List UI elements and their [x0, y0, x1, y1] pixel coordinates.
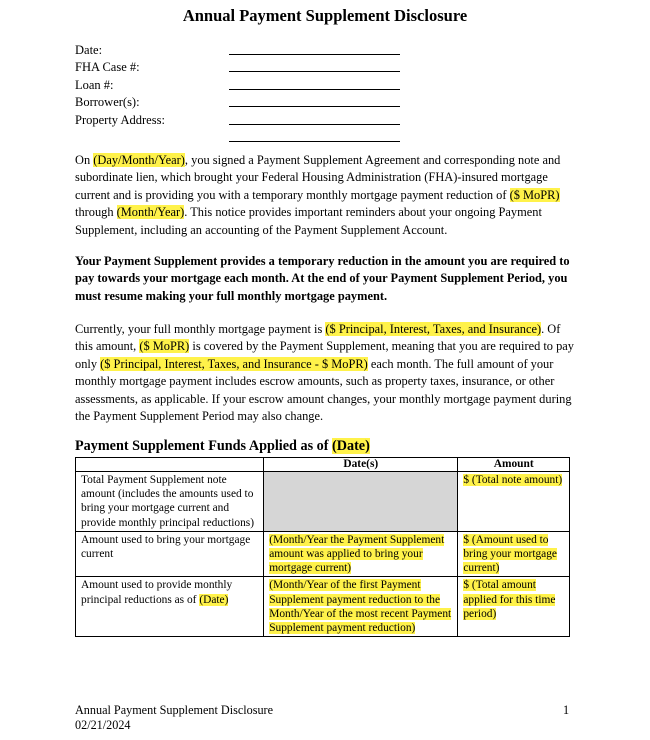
text-run: each month. The full amount of your monthly mortgage payment includes escrow amounts, such as property taxes, insurance, or other assessments, as applicable. If your escrow amount changes, your monthly mortgage payment during the Payment Supplement Period may also change.: [75, 356, 572, 424]
footer: [75, 703, 273, 733]
table-cell-description: [76, 531, 264, 577]
field-property-address-continued: [75, 129, 415, 146]
field-borrowers: [75, 94, 415, 111]
field-label: Borrower(s):: [75, 95, 140, 110]
header-fields: [75, 42, 415, 146]
highlight-placeholder: ($ MoPR): [139, 339, 190, 354]
table-row: [76, 472, 570, 532]
field-label: FHA Case #:: [75, 60, 140, 75]
text-run: , you signed a Payment Supplement Agreement and corresponding note and subordinate lien, which brought your Federal Housing Administration (FHA)-insured mortgage current and is providing you with a temporary monthly mortgage payment reduction of: [75, 153, 561, 202]
field-blank-line: [229, 89, 400, 90]
field-loan: [75, 77, 415, 94]
highlight-placeholder: (Day/Month/Year): [93, 153, 185, 167]
highlight-placeholder: (Month/Year of the first Payment Supplement payment reduction to the Month/Year of the most recent Payment Supplement payment reduction): [269, 579, 452, 635]
table-header-cell: [76, 458, 264, 472]
footer-title: Annual Payment Supplement Disclosure: [75, 703, 274, 717]
highlight-placeholder: (Date): [199, 593, 229, 606]
table-cell-amount: [458, 577, 570, 637]
table-cell-date-shaded: [264, 472, 458, 532]
table-row: [76, 531, 570, 577]
payment-paragraph: [75, 321, 575, 425]
cell-text: Total Payment Supplement note amount (includes the amounts used to bring your mortgage current and provide monthly principal reductions): [81, 474, 255, 529]
field-blank-line: [229, 54, 400, 55]
table-header-cell: Date(s): [264, 458, 458, 472]
table-header-cell: Amount: [458, 458, 570, 472]
text-run: is covered by the Payment Supplement, meaning that you are required to pay only: [75, 339, 574, 371]
field-label: Loan #:: [75, 77, 114, 92]
table-cell-description: [76, 472, 264, 532]
cell-text: Amount used to bring your mortgage current: [81, 533, 251, 561]
text-run: through: [75, 205, 117, 220]
field-fha-case: [75, 59, 415, 76]
table-cell-amount: [458, 531, 570, 577]
table-cell-description: [76, 577, 264, 637]
table-cell-date: [264, 531, 458, 577]
bold-notice-paragraph: Your Payment Supplement provides a temporary reduction in the amount you are required to pay towards your mortgage each month. At the end of your Payment Supplement Period, you must resume making your full monthly mortgage payment.: [75, 254, 570, 303]
table-cell-date: [264, 577, 458, 637]
table-header-row: [76, 458, 570, 472]
text-run: Currently, your full monthly mortgage payment is: [75, 322, 326, 336]
text-run: . This notice provides important reminders about your ongoing Payment Supplement, including an accounting of the Payment Supplement Account.: [75, 205, 542, 237]
table-cell-amount: [458, 472, 570, 532]
highlight-placeholder: ($ MoPR): [509, 187, 560, 202]
document-title: Annual Payment Supplement Disclosure: [182, 6, 468, 25]
highlight-placeholder: $ (Amount used to bring your mortgage current): [463, 533, 557, 575]
table-row: [76, 577, 570, 637]
highlight-placeholder: (Date): [332, 438, 370, 454]
cell-text: Amount used to provide monthly principal reductions as of: [81, 579, 233, 606]
highlight-placeholder: ($ Principal, Interest, Taxes, and Insurance - $ MoPR): [100, 356, 368, 371]
field-label: Property Address:: [75, 112, 165, 127]
text-run: . Of this amount,: [75, 322, 561, 354]
highlight-placeholder: $ (Total note amount): [463, 474, 563, 486]
field-blank-line: [229, 71, 400, 72]
highlight-placeholder: (Month/Year): [116, 205, 185, 220]
field-label: Date:: [75, 43, 103, 57]
highlight-placeholder: (Month/Year the Payment Supplement amount was applied to bring your mortgage current): [269, 533, 445, 575]
text-run: On: [75, 153, 94, 167]
field-blank-line: [229, 106, 400, 107]
section-title: [75, 438, 370, 455]
highlight-placeholder: ($ Principal, Interest, Taxes, and Insurance): [325, 322, 542, 336]
footer-date: 02/21/2024: [75, 718, 131, 732]
section-title-text: Payment Supplement Funds Applied as of: [75, 438, 333, 454]
intro-paragraph: [75, 152, 575, 239]
field-date: [75, 42, 415, 59]
highlight-placeholder: $ (Total amount applied for this time period): [463, 579, 556, 620]
field-blank-line: [229, 124, 400, 125]
field-blank-line: [229, 141, 400, 142]
field-property-address: [75, 112, 415, 129]
funds-table: [75, 457, 570, 637]
page-number: 1: [563, 703, 570, 717]
